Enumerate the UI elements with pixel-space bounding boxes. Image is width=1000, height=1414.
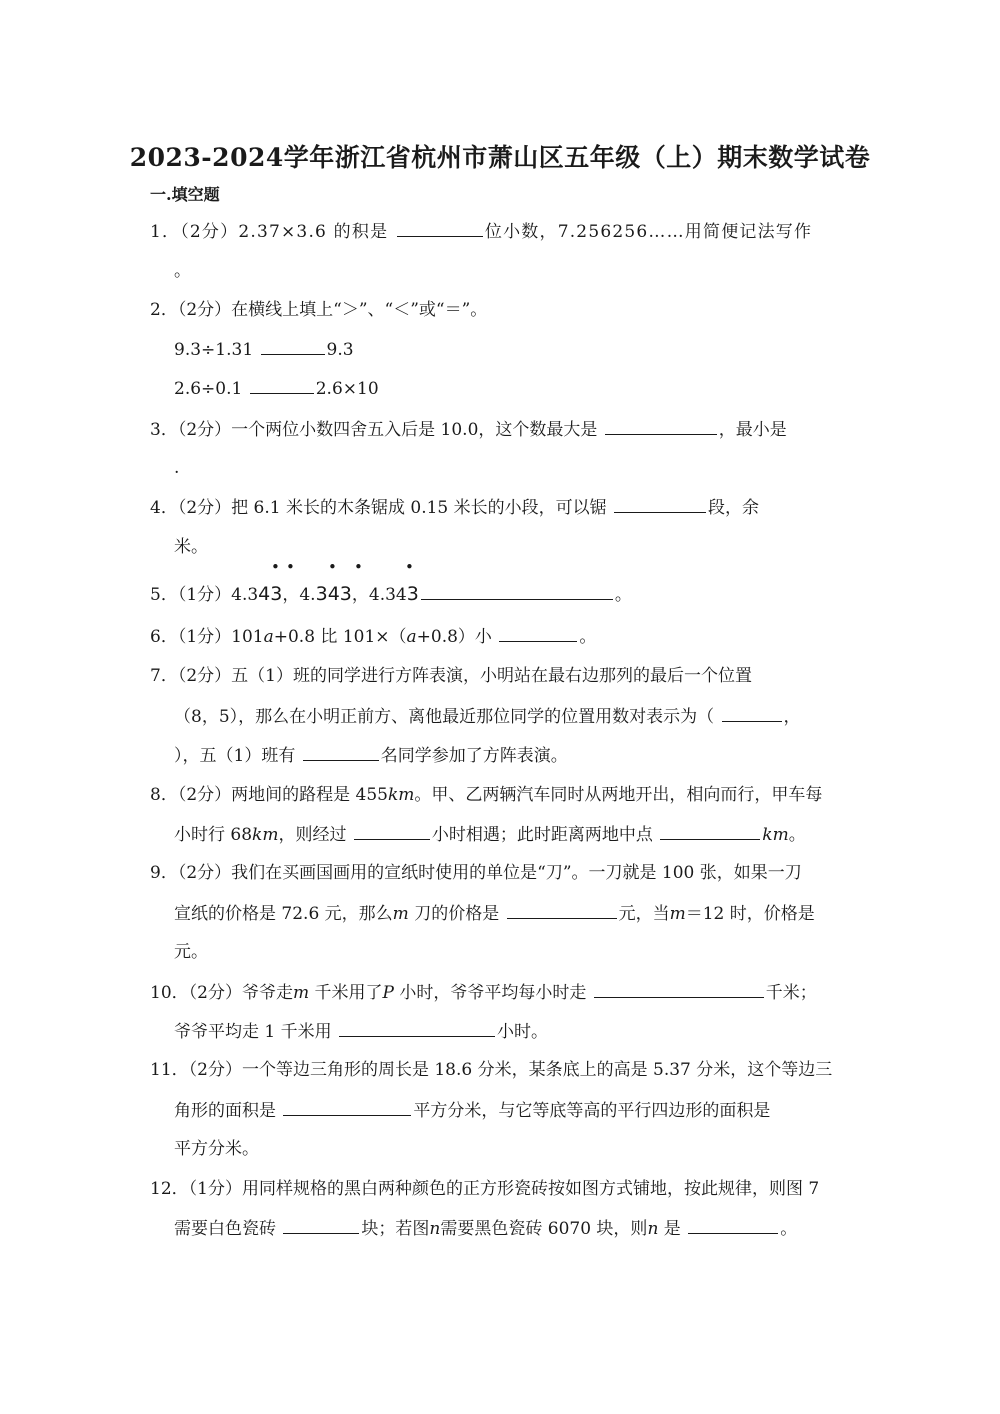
answer-blank[interactable] xyxy=(722,704,782,722)
exam-title: 2023-2024学年浙江省杭州市萧山区五年级（上）期末数学试卷 xyxy=(129,143,871,172)
question-4: 4．（2分）把 6.1 米长的木条锯成 0.15 米长的小段，可以锯 段，余 xyxy=(150,495,759,520)
question-7-cont: （8，5），那么在小明正前方、离他最近那位同学的位置用数对表示为（ ， xyxy=(174,704,801,729)
question-12: 12．（1分）用同样规格的黑白两种颜色的正方形瓷砖按如图方式铺地，按此规律，则图 7 xyxy=(150,1179,820,1199)
question-11-cont-2: 平方分米。 xyxy=(174,1139,259,1159)
question-10: 10．（2分）爷爷走m 千米用了P 小时，爷爷平均每小时走 千米； xyxy=(150,980,817,1005)
repeat-dot: • xyxy=(328,558,337,576)
section-heading: 一.填空题 xyxy=(150,185,220,204)
question-2: 2．（2分）在横线上填上“＞”、“＜”或“＝”。 xyxy=(150,300,488,320)
question-9: 9．（2分）我们在买画国画用的宣纸时使用的单位是“刀”。一刀就是 100 张，如果一刀 xyxy=(150,863,802,883)
question-9-cont-2: 元。 xyxy=(174,942,208,962)
question-7: 7．（2分）五（1）班的同学进行方阵表演，小明站在最右边那列的最后一个位置 xyxy=(150,666,752,686)
question-8-cont: 小时行 68km，则经过 小时相遇；此时距离两地中点 km。 xyxy=(174,822,806,847)
answer-blank[interactable] xyxy=(261,337,325,355)
question-3-cont: . xyxy=(174,458,180,478)
answer-blank[interactable] xyxy=(499,624,577,642)
question-8: 8．（2分）两地间的路程是 455km。甲、乙两辆汽车同时从两地开出，相向而行，甲车每 xyxy=(150,785,823,805)
answer-blank[interactable] xyxy=(283,1216,359,1234)
answer-blank[interactable] xyxy=(354,822,430,840)
answer-blank[interactable] xyxy=(339,1019,495,1037)
question-1: 1．（2分）2.37×3.6 的积是 位小数，7.256256……用简便记法写作 xyxy=(150,219,812,244)
question-12-cont: 需要白色瓷砖 块；若图n需要黑色瓷砖 6070 块，则n 是 。 xyxy=(174,1216,797,1241)
question-5: 5．（1分）4.343，4.343，4.343 。 xyxy=(150,583,632,605)
repeat-dot: • xyxy=(405,558,414,576)
question-9-cont: 宣纸的价格是 72.6 元，那么m 刀的价格是 元，当m＝12 时，价格是 xyxy=(174,901,815,926)
answer-blank[interactable] xyxy=(614,495,706,513)
question-3: 3．（2分）一个两位小数四舍五入后是 10.0，这个数最大是 ，最小是 xyxy=(150,417,787,442)
answer-blank[interactable] xyxy=(397,219,483,237)
repeat-dot: • xyxy=(271,558,280,576)
repeat-dot: • xyxy=(354,558,363,576)
question-6: 6．（1分）101a+0.8 比 101×（a+0.8）小 。 xyxy=(150,624,596,649)
question-10-cont: 爷爷平均走 1 千米用 小时。 xyxy=(174,1019,548,1044)
repeat-dot: • xyxy=(286,558,295,576)
question-11-cont: 角形的面积是 平方分米，与它等底等高的平行四边形的面积是 xyxy=(174,1098,770,1123)
question-11: 11．（2分）一个等边三角形的周长是 18.6 分米，某条底上的高是 5.37 分米，这个等边三 xyxy=(150,1060,833,1080)
answer-blank[interactable] xyxy=(283,1098,411,1116)
answer-blank[interactable] xyxy=(250,376,314,394)
answer-blank[interactable] xyxy=(688,1216,778,1234)
question-7-cont-2: ），五（1）班有 名同学参加了方阵表演。 xyxy=(174,743,568,768)
answer-blank[interactable] xyxy=(605,417,717,435)
answer-blank[interactable] xyxy=(594,980,764,998)
answer-blank[interactable] xyxy=(507,901,617,919)
question-2-item-1: 9.3÷1.31 9.3 xyxy=(174,337,354,362)
question-4-cont: 米。 xyxy=(174,537,208,557)
answer-blank[interactable] xyxy=(421,582,613,600)
question-1-cont: 。 xyxy=(174,261,191,281)
answer-blank[interactable] xyxy=(660,822,760,840)
answer-blank[interactable] xyxy=(303,743,379,761)
question-2-item-2: 2.6÷0.1 2.6×10 xyxy=(174,376,379,401)
